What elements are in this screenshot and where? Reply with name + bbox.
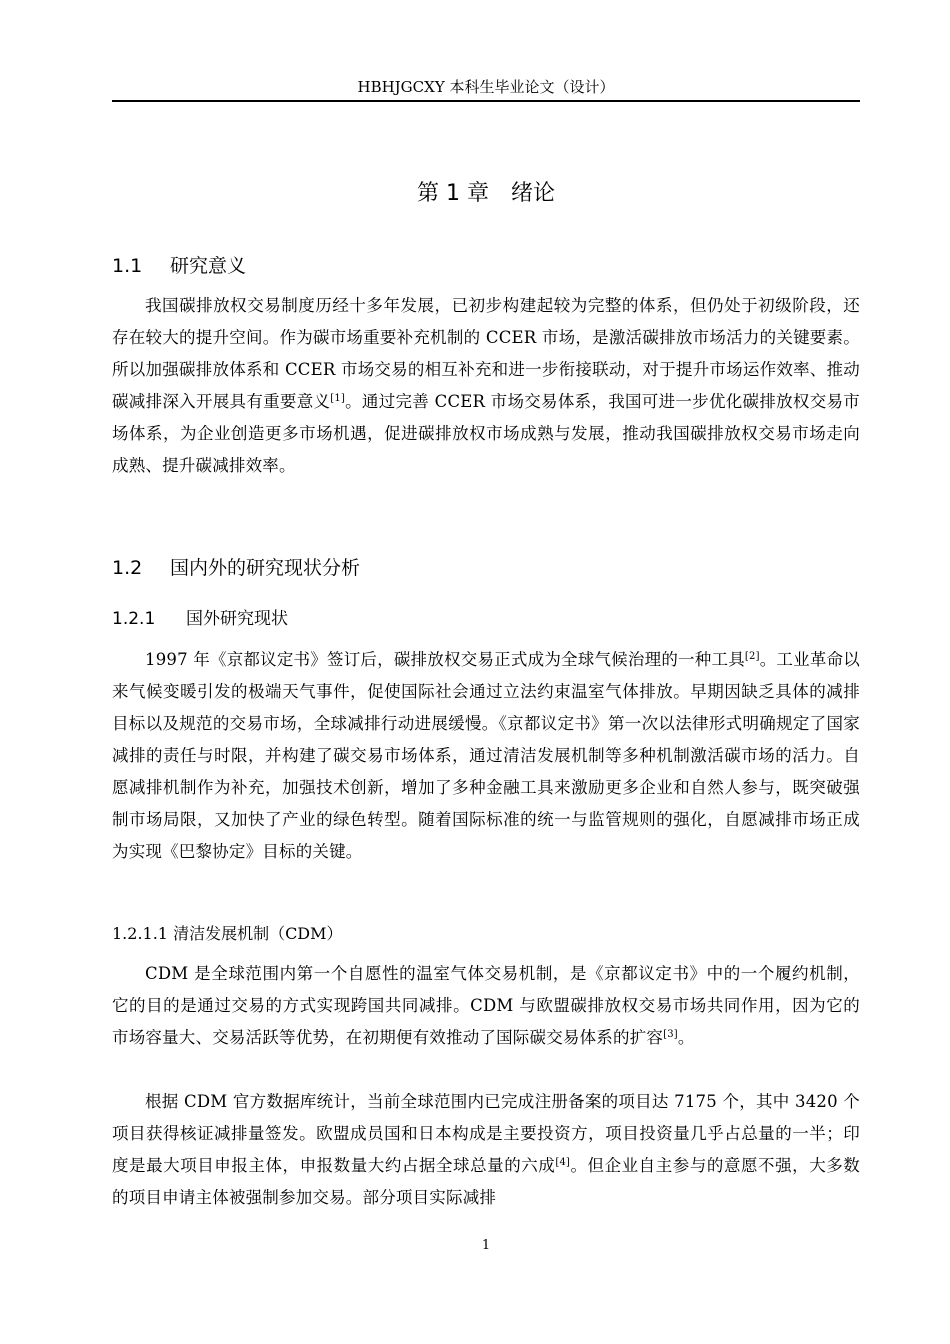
paragraph-text: 。 — [677, 1028, 695, 1047]
section-title: 国内外的研究现状分析 — [170, 557, 361, 579]
paragraph-text: 1997 年《京都议定书》签订后，碳排放权交易正式成为全球气候治理的一种工具 — [145, 650, 745, 669]
paragraph-text: 。但企业自主参与的意愿不强，大多数的项目申请主体被强制参加交易。部分项目实际减排 — [112, 1156, 861, 1207]
citation-ref[interactable]: [4] — [555, 1157, 571, 1168]
paragraph-research-significance — [112, 290, 860, 482]
citation-ref[interactable]: [3] — [663, 1029, 678, 1040]
paragraph-foreign-research — [112, 644, 860, 868]
section-heading-1-2 — [112, 554, 360, 582]
paragraph-text: 。通过完善 CCER 市场交易体系，我国可进一步优化碳排放权交易市场体系，为企业创造更多市场机遇，促进碳排放权市场成熟与发展，推动我国碳排放权交易市场走向成熟、提升碳减排效率。 — [112, 392, 860, 475]
paragraph-text: CDM 是全球范围内第一个自愿性的温室气体交易机制，是《京都议定书》中的一个履约机制，它的目的是通过交易的方式实现跨国共同减排。CDM 与欧盟碳排放权交易市场共同作用，因为它的市场容量大、交易活跃等优势，在初期便有效推动了国际碳交易体系的扩容 — [112, 964, 860, 1047]
chapter-title: 第 1 章 绪论 — [417, 181, 555, 206]
citation-ref[interactable]: [1] — [330, 393, 346, 404]
subsubsection-heading-cdm: 1.2.1.1 清洁发展机制（CDM） — [112, 924, 343, 943]
subsection-heading-1-2-1 — [112, 606, 288, 632]
citation-ref[interactable]: [2] — [744, 651, 760, 662]
section-number: 1.1 — [112, 255, 143, 277]
paragraph-text: 我国碳排放权交易制度历经十多年发展，已初步构建起较为完整的体系，但仍处于初级阶段，还存在较大的提升空间。作为碳市场重要补充机制的 CCER 市场，是激活碳排放市场活力的关键要素。所以加强碳排放体系和 CCER 市场交易的相互补充和进一步衔接联动，对于提升市场运作效率、推动碳减排深入开展具有重要意义 — [112, 296, 860, 411]
subsection-title: 国外研究现状 — [186, 609, 288, 629]
paragraph-text: 。工业革命以来气候变暖引发的极端天气事件，促使国际社会通过立法约束温室气体排放。早期因缺乏具体的减排目标以及规范的交易市场，全球减排行动进展缓慢。《京都议定书》第一次以法律形式明确规定了国家减排的责任与时限，并构建了碳交易市场体系，通过清洁发展机制等多种机制激活碳市场的活力。自愿减排机制作为补充，加强技术创新，增加了多种金融工具来激励更多企业和自然人参与，既突破强制市场局限，又加快了产业的绿色转型。随着国际标准的统一与监管规则的强化，自愿减排市场正成为实现《巴黎协定》目标的关键。 — [112, 650, 860, 861]
section-number: 1.2 — [112, 557, 143, 579]
header-divider — [112, 100, 860, 102]
section-title: 研究意义 — [170, 255, 247, 277]
paragraph-text: 根据 CDM 官方数据库统计，当前全球范围内已完成注册备案的项目达 7175 个，其中 3420 个项目获得核证减排量签发。欧盟成员国和日本构成是主要投资方，项目投资量几乎占总量的一半；印度是最大项目申报主体，申报数量大约占据全球总量的六成 — [112, 1092, 860, 1175]
section-heading-1-1 — [112, 252, 246, 280]
subsection-number: 1.2.1 — [112, 609, 156, 629]
paragraph-cdm-intro — [112, 958, 860, 1054]
paragraph-cdm-statistics — [112, 1086, 860, 1214]
page-header: HBHJGCXY 本科生毕业论文（设计） — [357, 78, 615, 96]
page-number: 1 — [481, 1238, 491, 1253]
